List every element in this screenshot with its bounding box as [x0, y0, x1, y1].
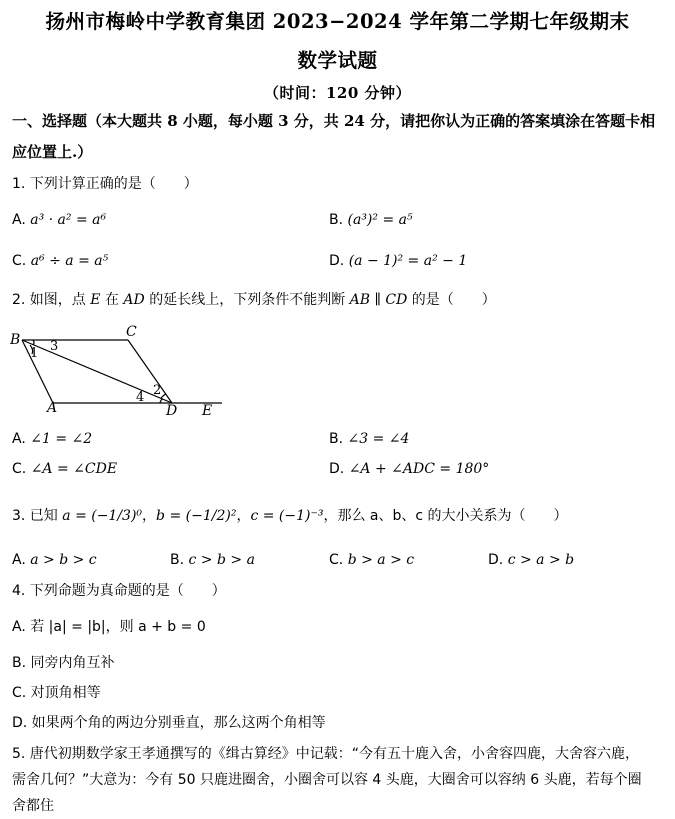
q2-stem — [12, 290, 496, 310]
q3-option-c-expr: b > a > c — [347, 552, 415, 568]
q1-option-c-label: C. — [12, 253, 27, 269]
q3-option-d — [488, 550, 574, 570]
q5-text: 5. 唐代初期数学家王孝通撰写的《缉古算经》中记载：“今有五十鹿入舍，小舍容四鹿，大舍容六鹿，需舍几何？”大意为：今有 50 只鹿进圈舍，小圈舍可以容 4 头鹿，大圈舍可以容纳 6 头鹿，若每个圈舍都住 — [12, 746, 642, 814]
q3-option-c-label: C. — [329, 552, 344, 568]
q2-stem-mid1: 在 — [100, 292, 124, 308]
q2-option-d-expr: ∠A + ∠ADC = 180° — [348, 461, 490, 477]
q2-option-d — [329, 459, 489, 479]
q3-option-b-label: B. — [170, 552, 185, 568]
q3-c-definition: c = (−1)⁻³ — [250, 508, 324, 524]
q3-sep1: ， — [142, 508, 157, 524]
q2-option-a-label: A. — [12, 431, 26, 447]
q2-stem-mid2: 的延长线上，下列条件不能判断 — [144, 292, 350, 308]
q1-option-c-expr: a⁶ ÷ a = a⁵ — [30, 253, 109, 269]
q2-stem-pre: 2. 如图，点 — [12, 292, 91, 308]
q2-option-b-expr: ∠3 = ∠4 — [347, 431, 410, 447]
q2-geometry-figure — [10, 322, 225, 417]
q1-option-d-label: D. — [329, 253, 345, 269]
q3-b-definition: b = (−1/2)² — [156, 508, 237, 524]
q4-option-d: D. 如果两个角的两边分别垂直，那么这两个角相等 — [12, 715, 326, 731]
q1-option-d-expr: (a − 1)² = a² − 1 — [348, 253, 468, 269]
q3-option-a-label: A. — [12, 552, 26, 568]
exam-title-line1: 扬州市梅岭中学教育集团 2023−2024 学年第二学期七年级期末 — [45, 10, 630, 33]
q3-option-d-expr: c > a > b — [507, 552, 575, 568]
q2-option-a — [12, 429, 92, 449]
q2-option-c-label: C. — [12, 461, 27, 477]
q1-option-a — [12, 210, 106, 230]
q1-option-b — [329, 210, 413, 230]
label-d: D — [166, 403, 178, 417]
q1-option-a-label: A. — [12, 212, 26, 228]
q1-option-d — [329, 251, 467, 271]
section1-heading: 一、选择题（本大题共 8 小题，每小题 3 分，共 24 分，请把你认为正确的答案填涂在答题卡相应位置上.） — [12, 112, 656, 161]
q3-option-b-expr: c > b > a — [188, 552, 255, 568]
angle-3-arc — [33, 340, 34, 345]
q3-a-definition: a = (−1/3)⁰ — [62, 508, 143, 524]
q1-option-b-label: B. — [329, 212, 344, 228]
q3-stem-pre: 3. 已知 — [12, 508, 63, 524]
label-e: E — [202, 403, 213, 417]
q3-option-d-label: D. — [488, 552, 504, 568]
q2-option-b — [329, 429, 409, 449]
q1-option-a-expr: a³ · a² = a⁶ — [30, 212, 107, 228]
exam-time-note: （时间：120 分钟） — [263, 84, 412, 102]
q2-option-c — [12, 459, 117, 479]
q2-point-e: E — [90, 292, 101, 308]
label-angle-2: 2 — [153, 383, 162, 398]
q2-option-b-label: B. — [329, 431, 344, 447]
q2-option-a-expr: ∠1 = ∠2 — [30, 431, 93, 447]
q2-option-c-expr: ∠A = ∠CDE — [30, 461, 118, 477]
q4-option-b: B. 同旁内角互补 — [12, 655, 115, 671]
q3-stem — [12, 506, 568, 526]
q4-stem: 4. 下列命题为真命题的是（ ） — [12, 583, 226, 599]
q3-stem-post: ，那么 a、b、c 的大小关系为（ ） — [323, 508, 568, 524]
q3-option-b — [170, 550, 255, 570]
q2-stem-post: 的是（ ） — [407, 292, 496, 308]
angle-2-arc — [161, 394, 166, 398]
q2-segment-ad: AD — [123, 292, 145, 308]
q1-option-c — [12, 251, 108, 271]
label-angle-4: 4 — [136, 390, 145, 405]
q2-option-d-label: D. — [329, 461, 345, 477]
angle-4-arc — [160, 399, 163, 403]
label-angle-1: 1 — [30, 346, 39, 361]
q3-option-a — [12, 550, 97, 570]
label-a: A — [47, 400, 58, 416]
label-angle-3: 3 — [50, 339, 59, 354]
q3-sep2: ， — [236, 508, 251, 524]
q2-ab-parallel-cd: AB ∥ CD — [349, 292, 408, 308]
q3-option-c — [329, 550, 414, 570]
q3-option-a-expr: a > b > c — [30, 552, 97, 568]
q1-stem: 1. 下列计算正确的是（ ） — [12, 176, 198, 192]
q1-option-b-expr: (a³)² = a⁵ — [347, 212, 413, 228]
q4-option-a: A. 若 |a| = |b|，则 a + b = 0 — [12, 619, 206, 635]
label-b: B — [10, 332, 21, 348]
q4-option-c: C. 对顶角相等 — [12, 685, 101, 701]
exam-title-line2: 数学试题 — [297, 49, 378, 72]
label-c: C — [126, 324, 137, 340]
